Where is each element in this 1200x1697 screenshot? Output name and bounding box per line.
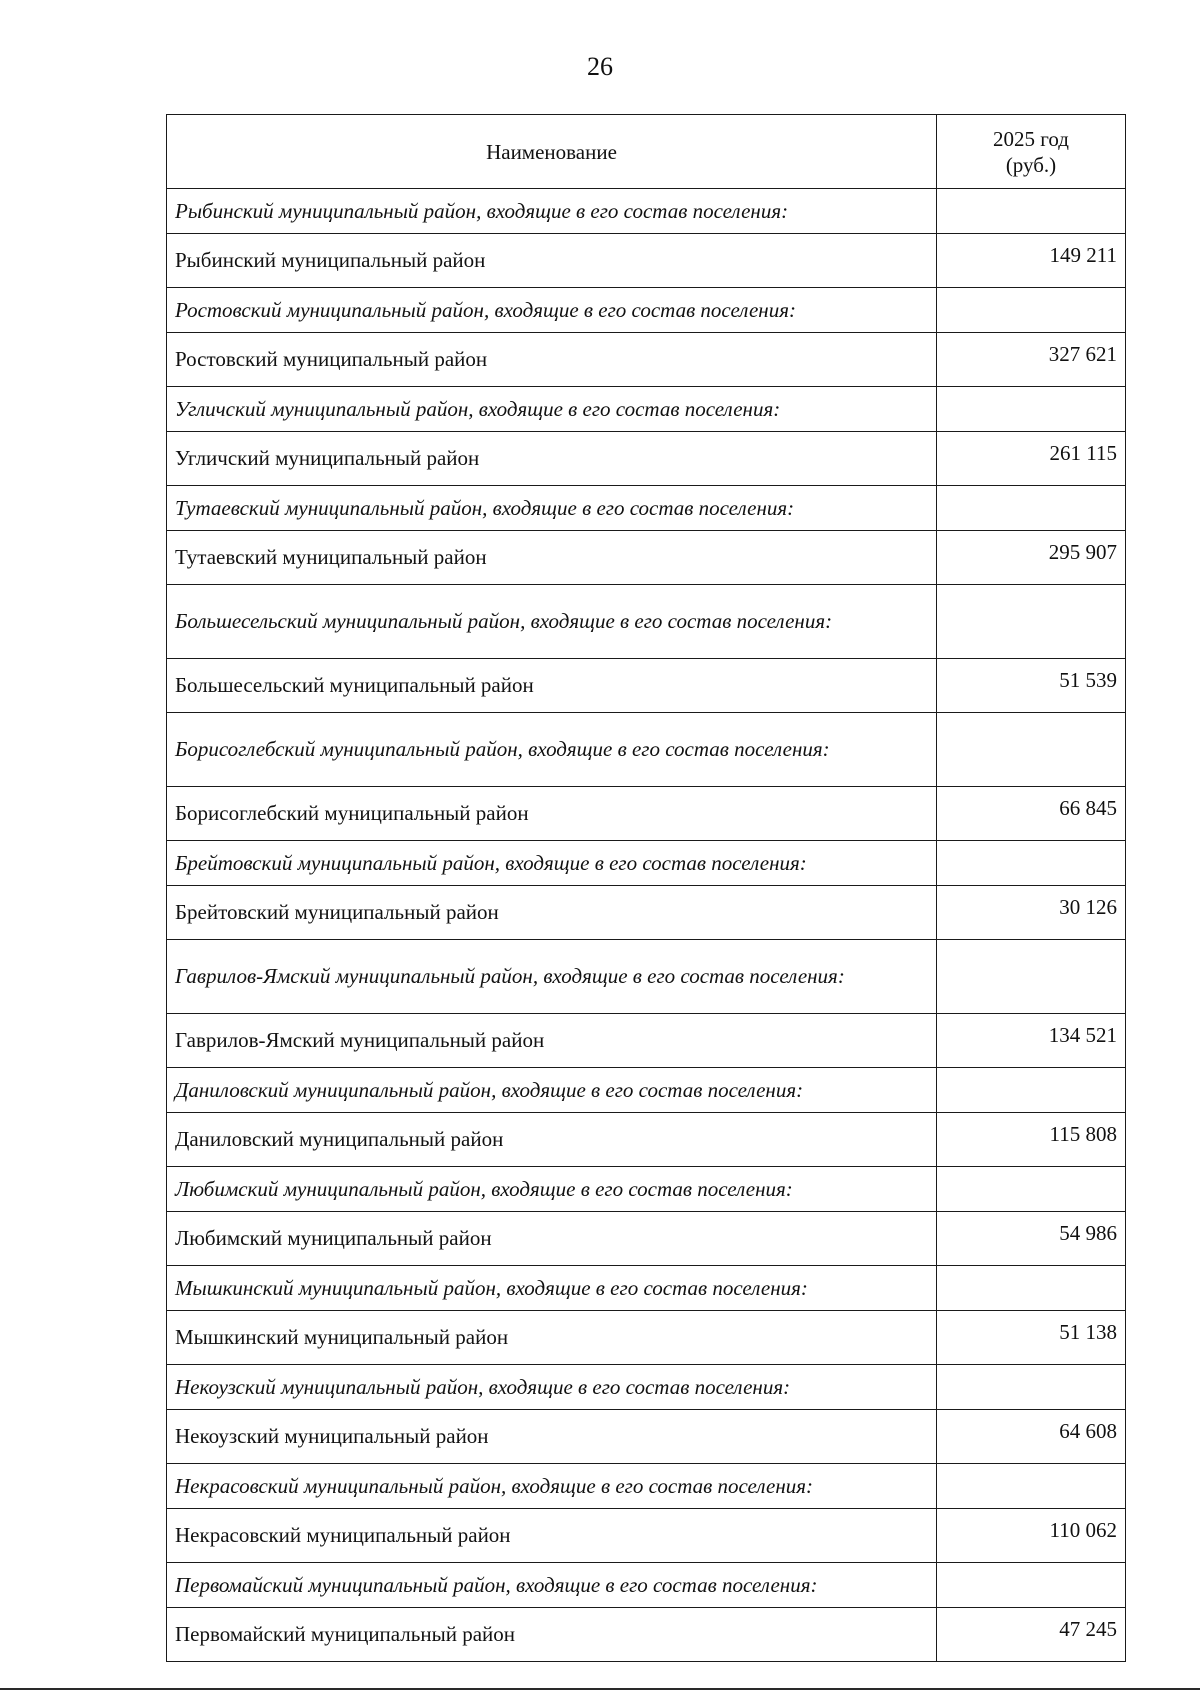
- table-row-group: [167, 1068, 1126, 1113]
- group-label: Мышкинский муниципальный район, входящие в его состав поселения:: [167, 1266, 937, 1311]
- group-label: Большесельский муниципальный район, входящие в его состав поселения:: [167, 585, 937, 659]
- table-row-group: [167, 585, 1126, 659]
- group-label: Тутаевский муниципальный район, входящие в его состав поселения:: [167, 486, 937, 531]
- district-value: 149 211: [937, 234, 1126, 288]
- table-row-group: [167, 1365, 1126, 1410]
- table-row-group: [167, 1563, 1126, 1608]
- header-year-label: 2025 год: [993, 126, 1069, 151]
- group-label: Угличский муниципальный район, входящие в его состав поселения:: [167, 387, 937, 432]
- empty-value-cell: [937, 486, 1126, 531]
- page-bottom-edge: [0, 1688, 1200, 1690]
- table-row-group: [167, 841, 1126, 886]
- empty-value-cell: [937, 1167, 1126, 1212]
- group-label: Некоузский муниципальный район, входящие в его состав поселения:: [167, 1365, 937, 1410]
- district-value: 64 608: [937, 1410, 1126, 1464]
- district-name: Тутаевский муниципальный район: [167, 531, 937, 585]
- header-unit-label: (руб.): [1005, 152, 1057, 177]
- empty-value-cell: [937, 1365, 1126, 1410]
- table-row-group: [167, 713, 1126, 787]
- table-row: [167, 1311, 1126, 1365]
- table-row: [167, 1014, 1126, 1068]
- header-year: [937, 115, 1126, 189]
- district-value: 115 808: [937, 1113, 1126, 1167]
- empty-value-cell: [937, 841, 1126, 886]
- district-name: Гаврилов-Ямский муниципальный район: [167, 1014, 937, 1068]
- district-name: Борисоглебский муниципальный район: [167, 787, 937, 841]
- table-row-group: [167, 288, 1126, 333]
- table-row: [167, 1212, 1126, 1266]
- empty-value-cell: [937, 1464, 1126, 1509]
- group-label: Гаврилов-Ямский муниципальный район, входящие в его состав поселения:: [167, 940, 937, 1014]
- table-row: [167, 333, 1126, 387]
- district-value: 295 907: [937, 531, 1126, 585]
- table-row-group: [167, 1167, 1126, 1212]
- district-name: Рыбинский муниципальный район: [167, 234, 937, 288]
- empty-value-cell: [937, 940, 1126, 1014]
- table-row-group: [167, 486, 1126, 531]
- group-label: Ростовский муниципальный район, входящие в его состав поселения:: [167, 288, 937, 333]
- empty-value-cell: [937, 1068, 1126, 1113]
- district-name: Некрасовский муниципальный район: [167, 1509, 937, 1563]
- table-row: [167, 531, 1126, 585]
- district-value: 47 245: [937, 1608, 1126, 1662]
- district-name: Первомайский муниципальный район: [167, 1608, 937, 1662]
- group-label: Брейтовский муниципальный район, входящие в его состав поселения:: [167, 841, 937, 886]
- group-label: Рыбинский муниципальный район, входящие в его состав поселения:: [167, 189, 937, 234]
- table-row-group: [167, 940, 1126, 1014]
- district-value: 134 521: [937, 1014, 1126, 1068]
- group-label: Некрасовский муниципальный район, входящие в его состав поселения:: [167, 1464, 937, 1509]
- district-name: Угличский муниципальный район: [167, 432, 937, 486]
- group-label: Даниловский муниципальный район, входящие в его состав поселения:: [167, 1068, 937, 1113]
- district-value: 51 539: [937, 659, 1126, 713]
- district-value: 54 986: [937, 1212, 1126, 1266]
- table-row: [167, 432, 1126, 486]
- page-number: 26: [587, 52, 613, 81]
- district-name: Любимский муниципальный район: [167, 1212, 937, 1266]
- table-row-group: [167, 387, 1126, 432]
- table-row: [167, 1608, 1126, 1662]
- district-value: 261 115: [937, 432, 1126, 486]
- header-name: Наименование: [167, 115, 937, 189]
- district-name: Даниловский муниципальный район: [167, 1113, 937, 1167]
- group-label: Любимский муниципальный район, входящие в его состав поселения:: [167, 1167, 937, 1212]
- empty-value-cell: [937, 585, 1126, 659]
- district-value: 327 621: [937, 333, 1126, 387]
- district-name: Ростовский муниципальный район: [167, 333, 937, 387]
- table-row-group: [167, 1464, 1126, 1509]
- group-label: Борисоглебский муниципальный район, входящие в его состав поселения:: [167, 713, 937, 787]
- empty-value-cell: [937, 387, 1126, 432]
- district-value: 110 062: [937, 1509, 1126, 1563]
- district-value: 30 126: [937, 886, 1126, 940]
- table-row-group: [167, 189, 1126, 234]
- district-value: 51 138: [937, 1311, 1126, 1365]
- table-header-row: [167, 115, 1126, 189]
- table-row: [167, 1509, 1126, 1563]
- empty-value-cell: [937, 1266, 1126, 1311]
- table-row: [167, 1410, 1126, 1464]
- empty-value-cell: [937, 1563, 1126, 1608]
- budget-table: [166, 114, 1126, 1662]
- table-row: [167, 1113, 1126, 1167]
- table-row: [167, 234, 1126, 288]
- district-name: Большесельский муниципальный район: [167, 659, 937, 713]
- table-row: [167, 886, 1126, 940]
- empty-value-cell: [937, 189, 1126, 234]
- district-name: Некоузский муниципальный район: [167, 1410, 937, 1464]
- district-name: Мышкинский муниципальный район: [167, 1311, 937, 1365]
- table-row-group: [167, 1266, 1126, 1311]
- table-row: [167, 787, 1126, 841]
- district-value: 66 845: [937, 787, 1126, 841]
- empty-value-cell: [937, 288, 1126, 333]
- district-name: Брейтовский муниципальный район: [167, 886, 937, 940]
- table-row: [167, 659, 1126, 713]
- empty-value-cell: [937, 713, 1126, 787]
- group-label: Первомайский муниципальный район, входящие в его состав поселения:: [167, 1563, 937, 1608]
